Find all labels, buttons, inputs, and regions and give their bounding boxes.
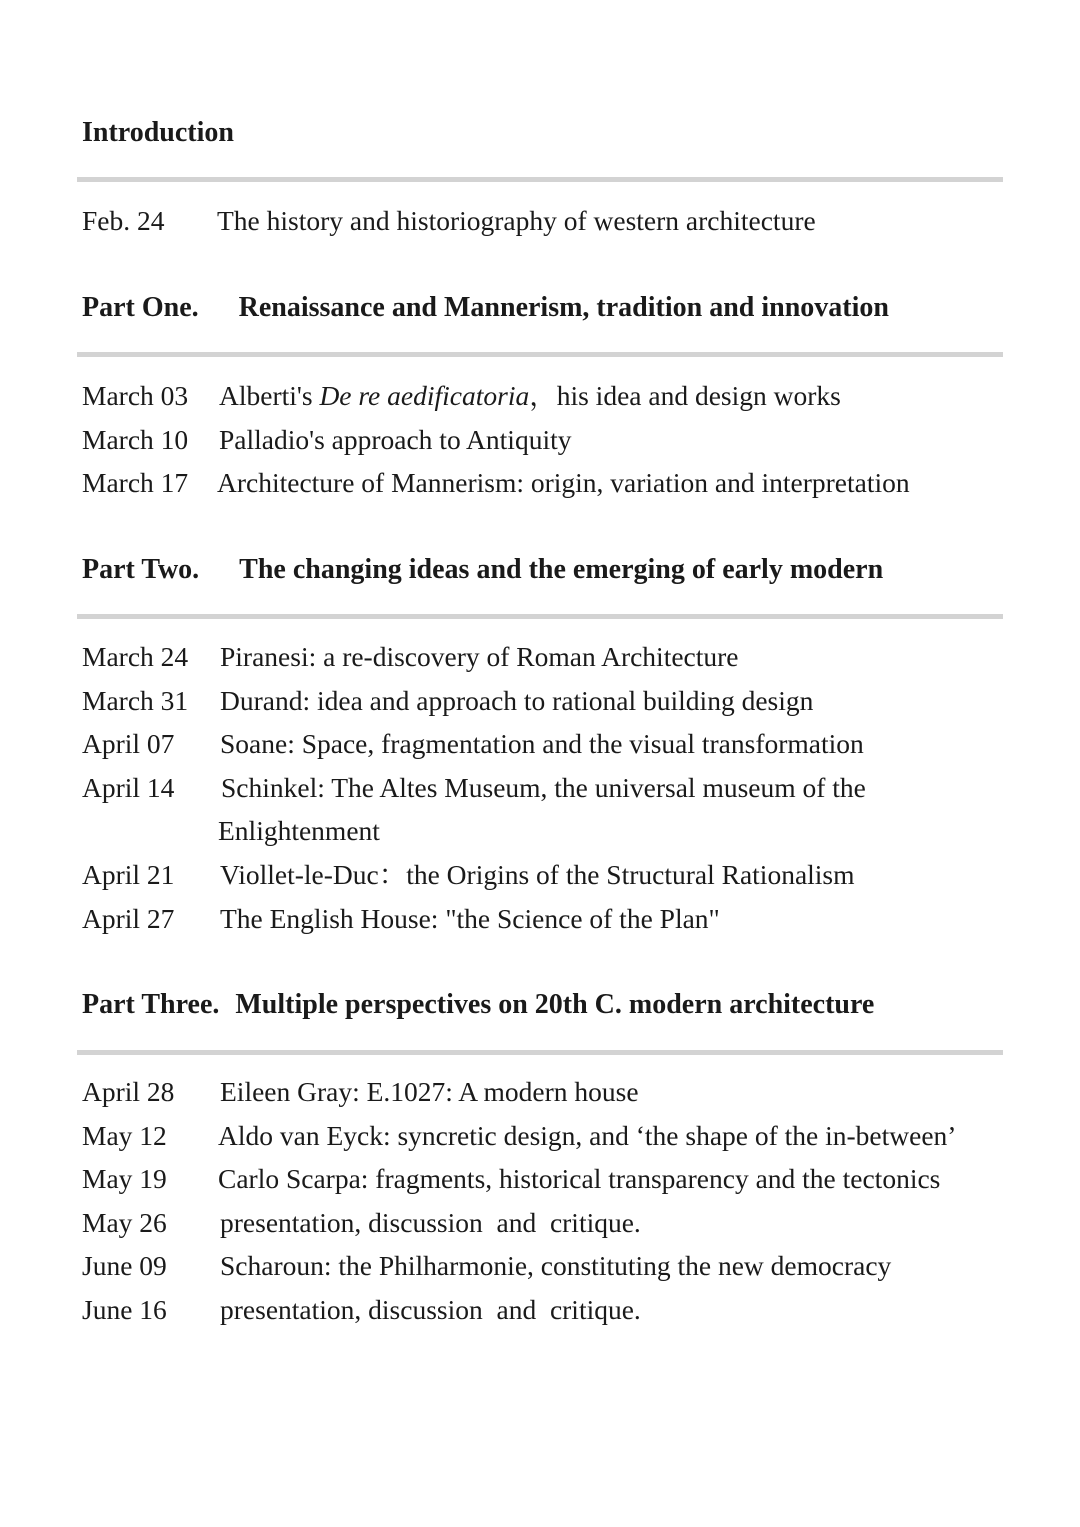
row-topic: Scharoun: the Philharmonie, constituting the new democracy [220, 1250, 892, 1282]
part-two-schedule [82, 635, 1010, 940]
part-two-label: Part Two. [82, 554, 200, 585]
schedule-row [82, 1157, 1020, 1201]
schedule-row [82, 1201, 1020, 1245]
book-title: De re aedificatoria [319, 380, 530, 411]
row-topic: Durand: idea and approach to rational building design [220, 684, 814, 716]
schedule-row [82, 722, 1010, 766]
row-date: March 10 [82, 423, 189, 455]
schedule-row [82, 1244, 1020, 1288]
part-three-schedule [82, 1070, 1020, 1332]
row-date: Feb. 24 [82, 205, 165, 236]
row-topic: Carlo Scarpa: fragments, historical transparency and the tectonics [218, 1163, 941, 1195]
schedule-row [82, 1070, 1020, 1114]
intro-schedule [82, 199, 1017, 243]
row-topic: Piranesi: a re-discovery of Roman Architecture [220, 641, 739, 672]
schedule-row [82, 199, 1017, 243]
intro-heading [82, 116, 234, 150]
schedule-row [82, 853, 1010, 897]
row-date: March 03 [82, 380, 189, 411]
row-date: April 14 [82, 771, 175, 803]
row-date: May 26 [82, 1206, 167, 1238]
row-topic: Viollet-le-Duc：the Origins of the Structural Rationalism [220, 858, 855, 890]
row-topic: Eileen Gray: E.1027: A modern house [220, 1076, 639, 1107]
schedule-row [82, 418, 1019, 462]
part-three-divider [77, 1050, 1003, 1055]
row-date: April 28 [82, 1076, 175, 1107]
part-three-title: Multiple perspectives on 20th C. modern architecture [235, 989, 875, 1020]
part-one-label: Part One. [82, 292, 199, 323]
row-date: May 12 [82, 1119, 167, 1151]
row-topic: Soane: Space, fragmentation and the visual transformation [220, 728, 864, 760]
schedule-row [82, 1288, 1020, 1332]
part-one-divider [77, 352, 1003, 357]
part-one-title: Renaissance and Mannerism, tradition and innovation [238, 292, 889, 323]
row-date: April 07 [82, 728, 175, 760]
part-two-divider [77, 614, 1003, 619]
part-three-heading [82, 988, 874, 1022]
row-topic: Alberti's De re aedificatoria，his idea and design works [219, 380, 841, 411]
row-topic: Palladio's approach to Antiquity [219, 423, 572, 455]
row-topic: Schinkel: The Altes Museum, the universal museum of the Enlightenment [218, 771, 866, 847]
intro-title: Introduction [82, 117, 234, 148]
row-date: April 21 [82, 858, 175, 890]
row-topic: The history and historiography of western architecture [217, 205, 816, 236]
part-three-label: Part Three. [82, 989, 220, 1020]
row-topic: The English House: "the Science of the Plan" [220, 902, 720, 934]
intro-divider [77, 177, 1003, 182]
row-date: June 09 [82, 1250, 167, 1282]
part-one-schedule [82, 374, 1019, 505]
row-topic: presentation, discussion and critique. [220, 1206, 641, 1238]
schedule-row [82, 461, 1019, 505]
row-topic: presentation, discussion and critique. [220, 1293, 641, 1325]
part-one-heading [82, 291, 889, 325]
schedule-row [82, 897, 1010, 941]
row-date: March 24 [82, 641, 189, 672]
schedule-row [82, 1114, 1020, 1158]
schedule-row [82, 679, 1010, 723]
schedule-row [82, 374, 1019, 418]
row-topic: Aldo van Eyck: syncretic design, and ‘the shape of the in-between’ [218, 1119, 957, 1151]
row-date: April 27 [82, 902, 175, 934]
schedule-row [82, 766, 1010, 853]
schedule-row [82, 635, 1010, 679]
row-topic: Architecture of Mannerism: origin, variation and interpretation [217, 467, 910, 499]
part-two-title: The changing ideas and the emerging of early modern [239, 554, 884, 585]
part-two-heading [82, 553, 883, 587]
row-date: June 16 [82, 1293, 167, 1325]
row-date: May 19 [82, 1163, 167, 1195]
row-date: March 17 [82, 467, 189, 499]
row-date: March 31 [82, 684, 189, 716]
